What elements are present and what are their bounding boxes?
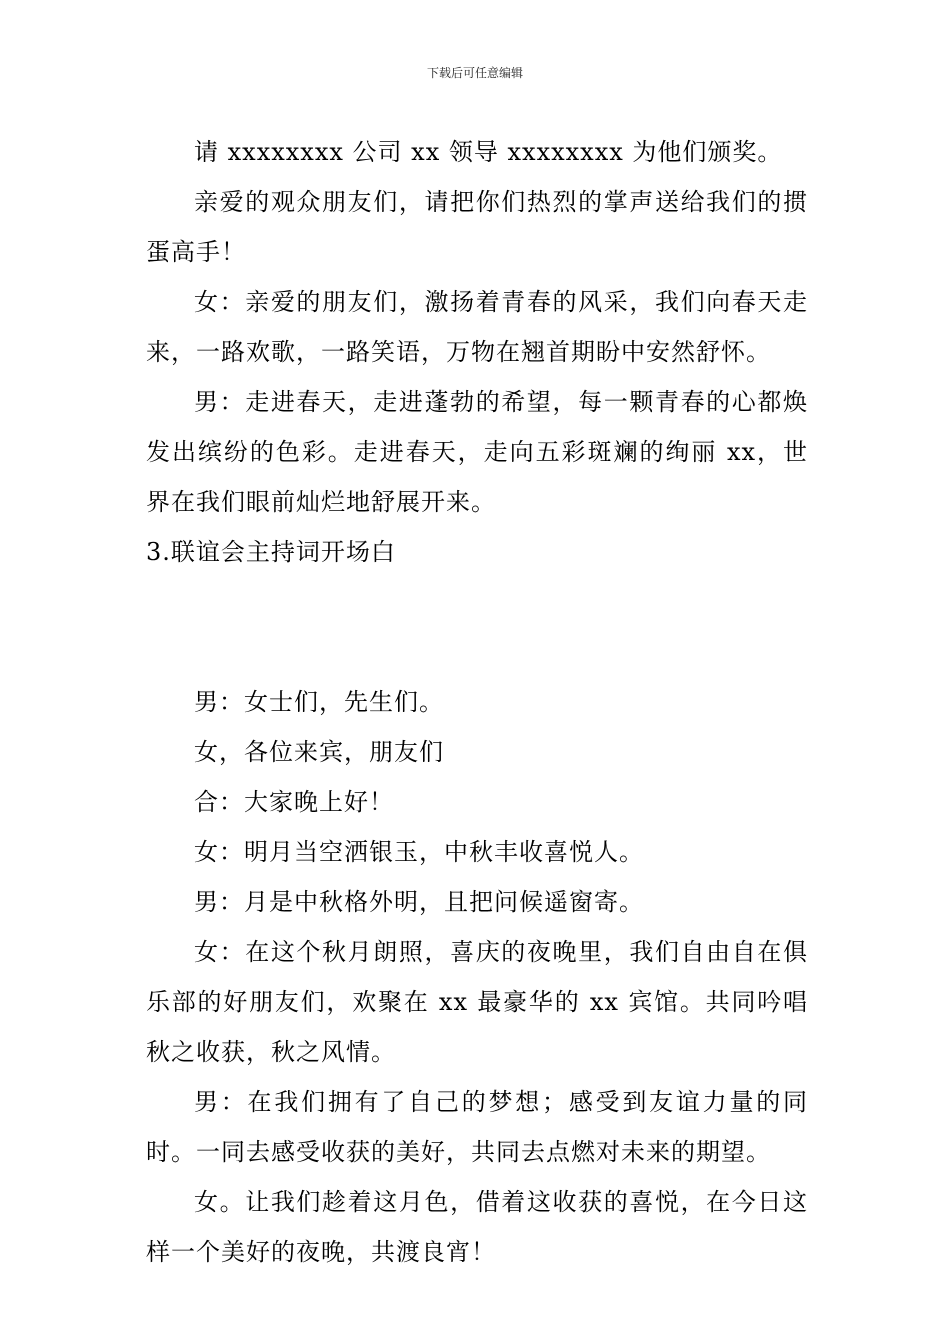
paragraph-greeting-male: 男：女士们，先生们。 [194,688,444,716]
paragraph-award: 请 xxxxxxxx 公司 xx 领导 xxxxxxxx 为他们颁奖。 [194,138,783,166]
paragraph-moon-male: 男：月是中秋格外明，且把问候遥窗寄。 [194,888,644,916]
paragraph-greeting-female: 女，各位来宾，朋友们 [194,738,444,766]
paragraph-gathering-female: 女：在这个秋月朗照，喜庆的夜晚里，我们自由自在俱乐部的好朋友们，欢聚在 xx 最豪华的 xx 宾馆。共同吟唱秋之收获，秋之风情。 [146,938,808,1066]
paragraph-moon-female: 女：明月当空洒银玉，中秋丰收喜悦人。 [194,838,644,866]
section-spacer [146,577,808,677]
paragraph-applause: 亲爱的观众朋友们，请把你们热烈的掌声送给我们的掼蛋高手！ [146,188,808,266]
document-body [146,127,808,1277]
paragraph-spring-male: 男：走进春天，走进蓬勃的希望，每一颗青春的心都焕发出缤纷的色彩。走进春天，走向五彩斑斓的绚丽 xx，世界在我们眼前灿烂地舒展开来。 [146,388,808,516]
section-heading: 3.联谊会主持词开场白 [146,538,396,566]
paragraph-greeting-together: 合：大家晚上好！ [194,788,394,816]
paragraph-closing-female: 女。让我们趁着这月色，借着这收获的喜悦，在今日这样一个美好的夜晚，共渡良宵！ [146,1188,808,1266]
page-header: 下载后可任意编辑 [426,66,523,80]
paragraph-spring-female: 女：亲爱的朋友们，激扬着青春的风采，我们向春天走来，一路欢歌，一路笑语，万物在翘首期盼中安然舒怀。 [146,288,808,366]
paragraph-dream-male: 男：在我们拥有了自己的梦想；感受到友谊力量的同时。一同去感受收获的美好，共同去点燃对未来的期望。 [146,1088,808,1166]
